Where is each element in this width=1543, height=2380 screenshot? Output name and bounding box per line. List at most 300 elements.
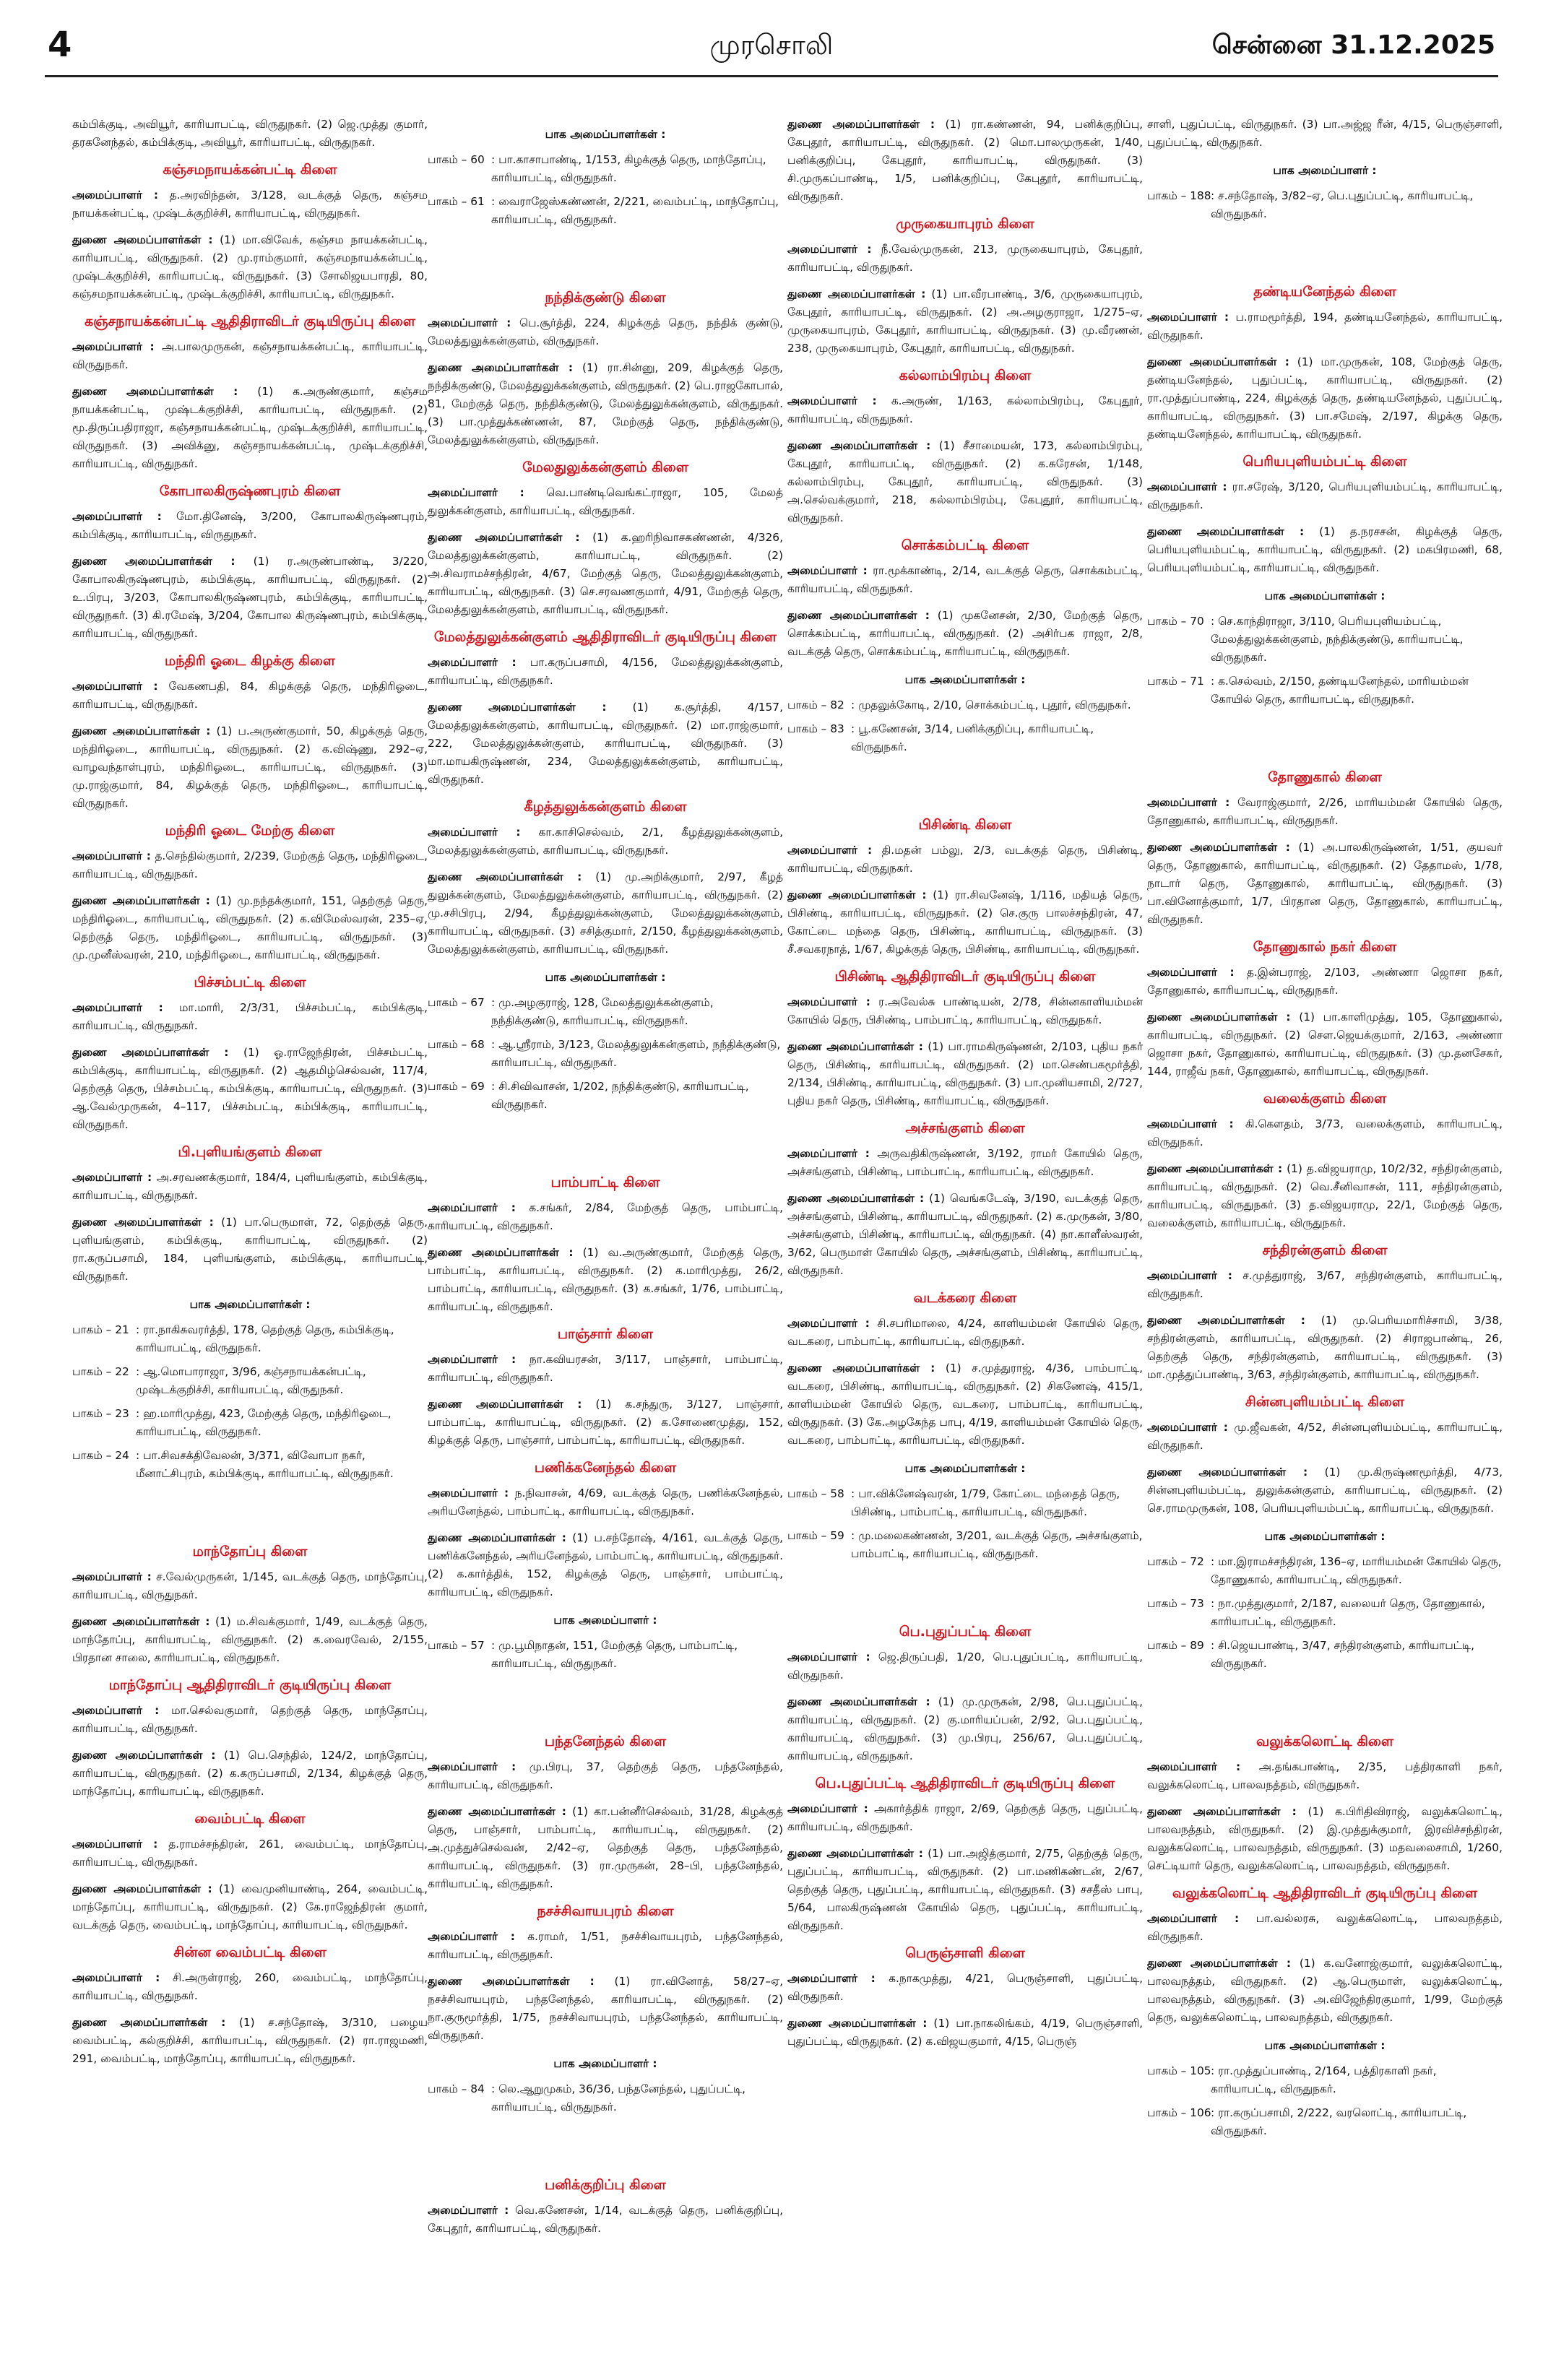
organiser-details: (1) ச.சந்தோஷ், 3/310, பழைய வைம்பட்டி, கல்குறிச்சி, காரியாபட்டி, விருதுநகர். (2) ரா.ராஜமணி, 291, வைம்பட்டி, மாந்தோப்பு, காரியாபட்டி, விருதுநகர். (72, 2016, 428, 2065)
ward-row (428, 1036, 783, 1072)
ward-row (1147, 1637, 1503, 1673)
role-label: அமைப்பாளர் : (428, 486, 524, 499)
ward-number: பாகம் – 83 (787, 722, 844, 735)
organiser-entry (428, 1973, 783, 2045)
organiser-entry (428, 314, 783, 350)
organiser-details: (1) த.விஜயராமு, 10/2/32, சந்திரன்குளம், காரியாபட்டி, விருதுநகர். (2) வெ.சீனிவாசன், 111, சந்திரன்குளம், காரியாபட்டி, விருதுநகர். (3) த.விஜயராமு, 22/1, மேற்குத் தெரு, வலைக்குளம், காரியாபட்டி, விருதுநகர். (1147, 1162, 1503, 1229)
organiser-details: ச.முத்துராஜ், 3/67, சந்திரன்குளம், காரியாபட்டி, விருதுநகர். (1147, 1269, 1503, 1300)
role-label: துணை அமைப்பாளர்கள் : (428, 701, 607, 714)
organiser-details: (1) ர.அருண்பாண்டி, 3/220, கோபாலகிருஷ்ணபுரம், கம்பிக்குடி, காரியாபட்டி, விருதுநகர். (2) உ.பிரபு, 3/203, கோபாலகிருஷ்ணபுரம், கம்பிக்குடி, காரியாபட்டி, விருதுநகர். (3) கி.ரமேஷ், 3/204, கோபால கிருஷ்ணபுரம், கம்பிக்குடி, காரியாபட்டி, விருதுநகர். (72, 555, 428, 640)
ward-number: பாகம் – 72 (1147, 1555, 1204, 1568)
ward-organiser: : ரா.நாகிசுவரர்த்தி, 178, தெற்குத் தெரு, கம்பிக்குடி, காரியாபட்டி, விருதுநகர். (136, 1323, 394, 1354)
article-column-2 (428, 116, 783, 2366)
organiser-details: கி.கௌதம், 3/73, வலைக்குளம், காரியாபட்டி, விருதுநகர். (1147, 1117, 1503, 1148)
organiser-entry (72, 722, 428, 813)
ward-organiser: : நா.முத்துகுமார், 2/187, வலையர் தெரு, தோணுகால், காரியாபட்டி, விருதுநகர். (1211, 1597, 1485, 1628)
branch-heading: வடக்கரை கிளை (913, 1290, 1017, 1306)
section-gap (72, 1493, 428, 1535)
ward-organiser: : சி.ஜெயபாண்டி, 3/47, சந்திரன்குளம், காரியாபட்டி, விருதுநகர். (1211, 1639, 1475, 1670)
organiser-details: நீ.வேல்முருகன், 213, முருகையாபுரம், கேபுதூர், காரியாபட்டி, விருதுநகர். (787, 243, 1143, 274)
organiser-details: (1) க.சந்துரு, 3/127, பாஞ்சார், பாம்பாட்டி, காரியாபட்டி, விருதுநகர். (2) க.சோணைமுத்து, 152, கிழக்குத் தெரு, பாஞ்சார், பாம்பாட்டி, காரியாபட்டி, விருதுநகர். (428, 1398, 783, 1447)
organiser-entry (428, 698, 783, 789)
role-label: துணை அமைப்பாளர்கள் : (787, 1847, 923, 1860)
organiser-entry (72, 847, 428, 883)
branch-heading: வலைக்குளம் கிளை (1263, 1091, 1387, 1107)
role-label: துணை அமைப்பாளர்கள் : (72, 233, 213, 246)
organiser-details: (1) பா.நாகலிங்கம், 4/19, பெருஞ்சாளி, புதுப்பட்டி, விருதுநகர். (2) க.விஜயகுமார், 4/15, பெருஞ் (787, 2017, 1143, 2048)
section-gap (787, 1573, 1143, 1615)
organiser-entry (787, 1359, 1143, 1450)
organiser-entry (428, 1244, 783, 1316)
organiser-details: மு.ஜீவகன், 4/52, சின்னபுளியம்பட்டி, காரியாபட்டி, விருதுநகர். (1147, 1421, 1503, 1452)
role-label: அமைப்பாளர் : (1147, 1117, 1234, 1130)
ward-number: பாகம் – 106 (1147, 2106, 1211, 2119)
ward-number: பாகம் – 84 (428, 2082, 485, 2095)
role-label: அமைப்பாளர் : (72, 510, 162, 523)
organiser-entry (787, 1693, 1143, 1765)
organiser-details: (1) ரா.சின்னு, 209, கிழக்குத் தெரு, நந்திக்குண்டு, மேலத்துலுக்கன்குளம், விருதுநகர். (2) பெ.ராஜகோபால், 81, மேற்குத் தெரு, நந்திக்குண்டு, மேலத்துலுக்கன்குளம், விருதுநகர். (3) பா.முத்துக்கண்ணன், 87, மேற்குத் தெரு, நந்திக்குண்டு, மேலத்துலுக்கன்குளம், விருதுநகர். (428, 361, 783, 446)
organiser-entry (1147, 478, 1503, 514)
ward-organiser: : வைராஜேஸ்கண்ணன், 2/221, வைம்பட்டி, மாந்தோப்பு, காரியாபட்டி, விருதுநகர். (491, 195, 779, 226)
role-label: துணை அமைப்பாளர்கள் : (428, 1805, 566, 1818)
section-gap (428, 1124, 783, 1166)
ward-organiser: : பூ.கணேசன், 3/14, பனிக்குறிப்பு, காரியாபட்டி, விருதுநகர். (851, 722, 1094, 753)
ward-organisers-subheading: பாக அமைப்பாளர்கள் : (545, 128, 666, 141)
ward-number: பாகம் – 68 (428, 1038, 485, 1051)
organiser-details: அருவதிகிருஷ்ணன், 3/192, ராமர் கோயில் தெரு, அச்சங்குளம், பிசிண்டி, பாம்பாட்டி, காரியாபட்டி, விருதுநகர். (787, 1147, 1143, 1178)
organiser-details: (1) மு.நந்தக்குமார், 151, தெற்குத் தெரு, மந்திரிஓடை, காரியாபட்டி, விருதுநகர். (2) க.விமேஸ்வரன், 235–ஏ, தெற்குத் தெரு, மந்திரிஓடை, காரியாபட்டி, விருதுநகர். (3) மு.முனீஸ்வரன், 210, மந்திரிஓடை, காரியாபட்டி, விருதுநகர். (72, 894, 428, 961)
role-label: துணை அமைப்பாளர்கள் : (1147, 1314, 1305, 1327)
organiser-entry (72, 2014, 428, 2068)
ward-organiser: : லெ.ஆறுமுகம், 36/36, பந்தனேந்தல், புதுப்பட்டி, காரியாபட்டி, விருதுநகர். (491, 2082, 746, 2113)
continued-paragraph: சாளி, புதுப்பட்டி, விருதுநகர். (3) பா.அஜ்ஜ ரீன், 4/15, பெருஞ்சாளி, புதுப்பட்டி, விருதுநகர். (1147, 118, 1503, 149)
role-label: துணை அமைப்பாளர்கள் : (787, 118, 935, 131)
ward-row (1147, 2062, 1503, 2098)
ward-number: பாகம் – 67 (428, 996, 485, 1009)
role-label: துணை அமைப்பாளர்கள் : (72, 1046, 229, 1059)
ward-organiser-list (1147, 2062, 1503, 2140)
role-label: துணை அமைப்பாளர்கள் : (428, 870, 582, 883)
ward-row (1147, 613, 1503, 667)
branch-heading: சின்னபுளியம்பட்டி கிளை (1245, 1394, 1405, 1410)
organiser-details: க.அருண், 1/163, கல்லாம்பிரம்பு, கேபுதூர், காரியாபட்டி, விருதுநகர். (787, 394, 1143, 425)
branch-heading: பிச்சம்பட்டி கிளை (194, 974, 306, 990)
ward-organiser: : ஹ.மாரிமுத்து, 423, மேற்குத் தெரு, மந்திரிஓடை, காரியாபட்டி, விருதுநகர். (136, 1407, 392, 1438)
organiser-entry (428, 1529, 783, 1601)
organiser-details: கா.காசிசெல்வம், 2/1, கீழத்துலுக்கன்குளம், மேலத்துலுக்கன்குளம், காரியாபட்டி, விருதுநகர். (428, 826, 783, 857)
ward-row (72, 1447, 428, 1483)
organiser-details: (1) க.சூர்த்தி, 4/157, மேலத்துலுக்கன்குளம், காரியாபட்டி, விருதுநகர். (2) மா.ராஜ்குமார், 222, மேலத்துலுக்கன்குளம், காரியாபட்டி, விருதுநகர். (3) மா.மாயகிருஷ்ணன், 234, மேலத்துலுக்கன்குளம், காரியாபட்டி, விருதுநகர். (428, 701, 783, 786)
branch-heading: அச்சங்குளம் கிளை (905, 1120, 1025, 1136)
organiser-entry (428, 359, 783, 449)
role-label: துணை அமைப்பாளர்கள் : (72, 1882, 212, 1895)
role-label: துணை அமைப்பாளர்கள் : (72, 724, 211, 737)
organiser-details: ந.நிவாசன், 4/69, வடக்குத் தெரு, பணிக்கனேந்தல், அரியனேந்தல், பாம்பாட்டி, காரியாபட்டி, விருதுநகர். (428, 1487, 783, 1518)
organiser-entry (428, 654, 783, 690)
role-label: அமைப்பாளர் : (72, 189, 159, 202)
role-label: அமைப்பாளர் : (787, 1650, 870, 1663)
organiser-entry (72, 892, 428, 964)
role-label: துணை அமைப்பாளர்கள் : (428, 1531, 566, 1544)
role-label: துணை அமைப்பாளர்கள் : (428, 361, 574, 374)
organiser-details: (1) க.பிரிதிவிராஜ், வலுக்கலொட்டி, பாலவநத்தம், விருதுநகர். (2) இ.முத்துக்குமார், இரவிச்சந்திரன், வலுக்கலொட்டி, பாலவநத்தம், விருதுநகர். (3) மதவலைசாமி, 1/260, செட்டியார் தெரு, வலுக்கலொட்டி, பாலவநத்தம், விருதுநகர். (1147, 1805, 1503, 1872)
organiser-details: மா.செல்வகுமார், தெற்குத் தெரு, மாந்தோப்பு, காரியாபட்டி, விருதுநகர். (72, 1704, 428, 1735)
ward-row (428, 994, 783, 1030)
organiser-entry (1147, 839, 1503, 929)
ward-organiser-list (428, 994, 783, 1114)
ward-number: பாகம் – 60 (428, 153, 485, 166)
ward-row (428, 2080, 783, 2116)
role-label: அமைப்பாளர் : (428, 1201, 516, 1214)
organiser-entry (1147, 1160, 1503, 1232)
ward-number: பாகம் – 59 (787, 1529, 844, 1542)
branch-heading: நந்திக்குண்டு கிளை (545, 290, 666, 306)
ward-organiser: : செ.காந்திராஜா, 3/110, பெரியபுளியம்பட்டி, மேலத்துலுக்கன்குளம், நந்திக்குண்டு, காரியாபட்டி, விருதுநகர். (1211, 615, 1464, 664)
organiser-entry (72, 231, 428, 303)
organiser-entry (428, 484, 783, 520)
role-label: அமைப்பாளர் : (72, 1171, 152, 1184)
role-label: அமைப்பாளர் : (72, 340, 155, 353)
organiser-details: மோ.தினேஷ், 3/200, கோபாலகிருஷ்ணபுரம், கம்பிக்குடி, காரியாபட்டி, விருதுநகர். (72, 510, 428, 541)
organiser-details: க.நாகமுத்து, 4/21, பெருஞ்சாளி, புதுப்பட்டி, விருதுநகர். (787, 1972, 1143, 2003)
role-label: துணை அமைப்பாளர்கள் : (428, 1398, 582, 1411)
organiser-details: (1) பா.அஜித்குமார், 2/75, தெற்குத் தெரு, புதுப்பட்டி, காரியாபட்டி, விருதுநகர். (2) பா.மணிகண்டன், 2/67, தெற்குத் தெரு, புதுப்பட்டி, காரியாபட்டி, விருதுநகர். (3) சசதீஸ் பாபு, 5/64, பாலகிருஷ்ணன் கோயில் தெரு, புதுப்பட்டி, காரியாபட்டி, விருதுநகர். (787, 1847, 1143, 1932)
role-label: துணை அமைப்பாளர்கள் : (428, 1246, 574, 1259)
organiser-details: (1) மு.கிருஷ்ணமூர்த்தி, 4/73, சின்னபுளியம்பட்டி, துலுக்கன்குளம், காரியாபட்டி, விருதுநகர். (2) செ.ராமமுருகன், 108, பெரியபுளியம்பட்டி, காரியாபட்டி, விருதுநகர். (1147, 1466, 1503, 1515)
branch-heading: வலுக்கலொட்டி கிளை (1255, 1734, 1394, 1749)
ward-organiser: : க.செல்வம், 2/150, தண்டியனேந்தல், மாரியம்மன் கோயில் தெரு, காரியாபட்டி, விருதுநகர். (1211, 675, 1469, 706)
organiser-entry (428, 823, 783, 860)
role-label: அமைப்பாளர் : (1147, 796, 1230, 809)
organiser-entry (72, 1835, 428, 1871)
branch-heading: பெரியபுளியம்பட்டி கிளை (1242, 454, 1407, 469)
organiser-entry (787, 1145, 1143, 1181)
ward-organisers-subheading: பாக அமைப்பாளர்கள் : (1264, 2039, 1386, 2052)
ward-number: பாகம் – 89 (1147, 1639, 1204, 1652)
role-label: அமைப்பாளர் : (787, 1317, 870, 1330)
organiser-entry (72, 1568, 428, 1604)
role-label: அமைப்பாளர் : (428, 656, 517, 669)
branch-heading: பி.புளியங்குளம் கிளை (178, 1144, 322, 1160)
organiser-entry (787, 607, 1143, 661)
organiser-details: த.செந்தில்குமார், 2/239, மேற்குத் தெரு, மந்திரிஓடை, காரியாபட்டி, விருதுநகர். (72, 849, 428, 880)
organiser-details: பெ.சூர்த்தி, 224, கிழக்குத் தெரு, நந்திக் குண்டு, மேலத்துலுக்கன்குளம், விருதுநகர். (428, 316, 783, 347)
organiser-entry (787, 841, 1143, 878)
organiser-entry (1147, 1910, 1503, 1946)
organiser-details: (1) ப.சந்தோஷ், 4/161, வடக்குத் தெரு, பணிக்கனேந்தல், அரியனேந்தல், பாம்பாட்டி, காரியாபட்டி, விருதுநகர். (2) க.கார்த்திக், 152, கிழக்குத் தெரு, பாஞ்சார், பாம்பாட்டி, காரியாபட்டி, விருதுநகர். (428, 1531, 783, 1598)
organiser-details: (1) ரா.சிவனேஷ், 1/116, மதியத் தெரு, பிசிண்டி, காரியாபட்டி, விருதுநகர். (2) செ.குரு பாலச்சந்திரன், 47, கோட்டை மந்தை தெரு, பிசிண்டி, காரியாபட்டி, விருதுநகர். (3) சீ.சவகரநாத், 1/67, கிழக்குத் தெரு, பிசிண்டி, காரியாபட்டி, விருதுநகர். (787, 888, 1143, 956)
ward-organiser: : மு.மலைகண்ணன், 3/201, வடக்குத் தெரு, அச்சங்குளம், பாம்பாட்டி, காரியாபட்டி, விருதுநகர். (851, 1529, 1143, 1560)
organiser-details: (1) வ.அருண்குமார், மேற்குத் தெரு, பாம்பாட்டி, காரியாபட்டி, விருதுநகர். (2) க.மாரிமுத்து, 26/2, பாம்பாட்டி, காரியாபட்டி, விருதுநகர். (3) க.சங்கர், 1/76, பாம்பாட்டி, காரியாபட்டி, விருதுநகர். (428, 1246, 783, 1313)
branch-heading: நசச்சிவாயபுரம் கிளை (537, 1903, 674, 1919)
ward-organisers-subheading: பாக அமைப்பாளர்கள் : (189, 1298, 311, 1311)
role-label: அமைப்பாளர் : (787, 1147, 870, 1160)
organiser-details: ரா.சரேஷ், 3/120, பெரியபுளியம்பட்டி, காரியாபட்டி, விருதுநகர். (1147, 480, 1503, 511)
article-column-1 (72, 116, 428, 2366)
role-label: அமைப்பாளர் : (72, 680, 158, 693)
organiser-details: அ.பாலமுருகன், கஞ்சநாயக்கன்பட்டி, காரியாபட்டி, விருதுநகர். (72, 340, 428, 371)
role-label: அமைப்பாளர் : (428, 1487, 509, 1500)
organiser-details: (1) முகனேசன், 2/30, மேற்குத் தெரு, சொக்கம்பட்டி, காரியாபட்டி, விருதுநகர். (2) அசிர்பக ராஜா, 2/8, வடக்குத் தெரு, சொக்கம்பட்டி, காரியாபட்டி, விருதுநகர். (787, 609, 1143, 658)
page-number: 4 (48, 25, 72, 65)
ward-organiser: : ஆ.ஸ்ரீராம், 3/123, மேலத்துலுக்கன்குளம், நந்திக்குண்டு, காரியாபட்டி, விருதுநகர். (491, 1038, 781, 1069)
organiser-details: வெ.கணேசன், 1/14, வடக்குத் தெரு, பனிக்குறிப்பு, கேபுதூர், காரியாபட்டி, விருதுநகர். (428, 2204, 783, 2235)
role-label: துணை அமைப்பாளர்கள் : (72, 894, 210, 907)
organiser-entry (1147, 1419, 1503, 1455)
role-label: துணை அமைப்பாளர்கள் : (1147, 1805, 1297, 1818)
role-label: துணை அமைப்பாளர்கள் : (1147, 841, 1290, 854)
branch-heading: சொக்கம்பட்டி கிளை (901, 537, 1029, 553)
branch-heading: கோபாலகிருஷ்ணபுரம் கிளை (159, 483, 341, 499)
role-label: அமைப்பாளர் : (787, 1972, 876, 1985)
organiser-details: க.சங்கர், 2/84, மேற்குத் தெரு, பாம்பாட்டி, காரியாபட்டி, விருதுநகர். (428, 1201, 783, 1232)
organiser-details: சி.அருள்ராஜ், 260, வைம்பட்டி, மாந்தோப்பு, காரியாபட்டி, விருதுநகர். (72, 1971, 428, 2002)
organiser-entry (72, 999, 428, 1035)
role-label: துணை அமைப்பாளர்கள் : (787, 2017, 928, 2030)
organiser-details: ர.அவேல்சு பாண்டியன், 2/78, சின்னகாளியம்மன் கோயில் தெரு, பிசிண்டி, பாம்பாட்டி, காரியாபட்டி, விருதுநகர். (787, 995, 1143, 1026)
role-label: துணை அமைப்பாளர்கள் : (787, 888, 927, 901)
ward-row (72, 1363, 428, 1399)
branch-heading: தண்டியனேந்தல் கிளை (1253, 284, 1396, 300)
organiser-entry (72, 1969, 428, 2005)
organiser-details: க.ராமர், 1/51, நசச்சிவாயபுரம், பந்தனேந்தல், காரியாபட்டி, விருதுநகர். (428, 1930, 783, 1961)
organiser-details: (1) வெங்கடேஷ், 3/190, வடக்குத் தெரு, அச்சங்குளம், பிசிண்டி, காரியாபட்டி, விருதுநகர். (2) க.முருகன், 3/80, அச்சங்குளம், பிசிண்டி, காரியாபட்டி, விருதுநகர். (4) நா.காளீஸ்வரன், 3/62, பெருமாள் கோயில் தெரு, அச்சங்குளம், பிசிண்டி, காரியாபட்டி, விருதுநகர். (787, 1192, 1143, 1277)
role-label: அமைப்பாளர் : (787, 394, 877, 407)
ward-organisers-subheading: பாக அமைப்பாளர்கள் : (1264, 589, 1386, 602)
organiser-details: (1) மா.விவேக், கஞ்சம நாயக்கன்பட்டி, காரியாபட்டி, விருதுநகர். (2) மு.ராம்குமார், கஞ்சமநாயக்கன்பட்டி, முஷ்டக்குறிச்சி, காரியாபட்டி, விருதுநகர். (3) சோலிஜயபாரதி, 80, கஞ்சமநாயக்கன்பட்டி, முஷ்டக்குறிச்சி, காரியாபட்டி, விருதுநகர். (72, 233, 428, 300)
branch-heading: பிசிண்டி ஆதிதிராவிடர் குடியிருப்பு கிளை (834, 969, 1096, 985)
ward-row (1147, 1595, 1503, 1631)
organiser-entry (1147, 794, 1503, 830)
ward-organiser-list (1147, 1553, 1503, 1673)
organiser-entry (787, 993, 1143, 1029)
branch-heading: கீழத்துலுக்கன்குளம் கிளை (524, 799, 687, 815)
ward-number: பாகம் – 21 (72, 1323, 129, 1336)
organiser-entry (72, 1880, 428, 1934)
role-label: அமைப்பாளர் : (428, 1760, 517, 1773)
ward-row (787, 1527, 1143, 1563)
ward-organisers-subheading: பாக அமைப்பாளர் : (553, 1614, 657, 1627)
ward-organisers-subheading: பாக அமைப்பாளர்கள் : (904, 673, 1026, 686)
role-label: துணை அமைப்பாளர்கள் : (1147, 1957, 1291, 1970)
organiser-entry (72, 383, 428, 473)
organiser-details: நா.கவியரசன், 3/117, பாஞ்சார், பாம்பாட்டி, காரியாபட்டி, விருதுநகர். (428, 1353, 783, 1384)
ward-row (1147, 1553, 1503, 1589)
role-label: அமைப்பாளர் : (428, 1930, 515, 1943)
organiser-entry (72, 1044, 428, 1134)
organiser-entry (72, 338, 428, 374)
organiser-details: (1) ம.சிவக்குமார், 1/49, வடக்குத் தெரு, மாந்தோப்பு, காரியாபட்டி, விருதுநகர். (2) க.வைரவேல், 2/155, பிரதான சாலை, காரியாபட்டி, விருதுநகர். (72, 1615, 428, 1664)
role-label: துணை அமைப்பாளர்கள் : (1147, 1011, 1291, 1024)
article-column-4 (1147, 116, 1503, 2366)
role-label: அமைப்பாளர் : (72, 1971, 160, 1984)
ward-row (1147, 2104, 1503, 2140)
ward-organisers-subheading: பாக அமைப்பாளர்கள் : (545, 971, 666, 984)
ward-organiser-list (428, 1637, 783, 1673)
role-label: அமைப்பாளர் : (428, 826, 521, 839)
organiser-entry (428, 868, 783, 959)
role-label: அமைப்பாளர் : (787, 844, 873, 857)
organiser-details: (1) சீசாமையன், 173, கல்லாம்பிரம்பு, கேபுதூர், காரியாபட்டி, விருதுநகர். (2) க.சுரேசன், 1/148, கல்லாம்பிரம்பு, கேபுதூர், காரியாபட்டி, விருதுநகர். (3) அ.செல்வக்குமார், 218, கல்லாம்பிரம்பு, கேபுதூர், காரியாபட்டி, விருதுநகர். (787, 439, 1143, 524)
organiser-details: (1) மா.முருகன், 108, மேற்குத் தெரு, தண்டியனேந்தல், புதுப்பட்டி, காரியாபட்டி, விருதுநகர். (2) ரா.முத்துப்பாண்டி, 224, கிழக்குத் தெரு, தண்டியனேந்தல், புதுப்பட்டி, காரியாபட்டி, விருதுநகர். (3) பா.சமேஷ், 2/197, கிழக்கு தெரு, தண்டியனேந்தல், காரியாபட்டி, விருதுநகர். (1147, 355, 1503, 441)
branch-heading: சந்திரன்குளம் கிளை (1262, 1242, 1388, 1258)
organiser-details: (1) ரா.வினோத், 58/27–ஏ, நசச்சிவாயபுரம், பந்தனேந்தல், காரியாபட்டி, விருதுநகர். (2) நா.குருமூர்த்தி, 1/75, நசச்சிவாயபுரம், பந்தனேந்தல், காரியாபட்டி, விருதுநகர். (428, 1975, 783, 2042)
ward-number: பாகம் – 23 (72, 1407, 129, 1420)
branch-heading: தோணுகால் கிளை (1268, 769, 1382, 785)
ward-organiser: : ரா.முத்துப்பாண்டி, 2/164, பத்திரகாளி நகர், காரியாபட்டி, விருதுநகர். (1211, 2064, 1437, 2095)
role-label: துணை அமைப்பாளர்கள் : (787, 1040, 923, 1053)
organiser-details: பா.வல்லரசு, வலுக்கலொட்டி, பாலவநத்தம், விருதுநகர். (1147, 1912, 1503, 1943)
role-label: துணை அமைப்பாளர்கள் : (787, 1362, 935, 1375)
branch-heading: கஞ்சநாயக்கன்பட்டி ஆதிதிராவிடர் குடியிருப்பு கிளை (85, 313, 415, 329)
organiser-entry (72, 508, 428, 544)
branch-heading: பந்தனேந்தல் கிளை (544, 1734, 667, 1749)
ward-number: பாகம் – 58 (787, 1487, 844, 1500)
organiser-details: சி.சபரிமாலை, 4/24, காளியம்மன் கோயில் தெரு, வடகரை, பாம்பாட்டி, காரியாபட்டி, விருதுநகர். (787, 1317, 1143, 1348)
organiser-details: த.அரவிந்தன், 3/128, வடக்குத் தெரு, கஞ்சம நாயக்கன்பட்டி, முஷ்டக்குறிச்சி, காரியாபட்டி, விருதுநகர். (72, 189, 428, 220)
branch-heading: பெருஞ்சாளி கிளை (905, 1945, 1025, 1961)
organiser-entry (787, 241, 1143, 277)
ward-number: பாகம் – 69 (428, 1080, 485, 1093)
organiser-details: (1) ஓ.ராஜேந்திரன், பிச்சம்பட்டி, கம்பிக்குடி, காரியாபட்டி, விருதுநகர். (2) ஆதமிழ்செல்வன், 117/4, தெற்குத் தெரு, பிச்சம்பட்டி, கம்பிக்குடி, காரியாபட்டி, விருதுநகர். (3) ஆ.வேல்முருகன், 4–117, பிச்சம்பட்டி, கம்பிக்குடி, காரியாபட்டி, விருதுநகர். (72, 1046, 428, 1131)
ward-number: பாகம் – 188 (1147, 189, 1211, 202)
organiser-entry (787, 1970, 1143, 2006)
ward-organiser: : மு.பூமிநாதன், 151, மேற்குத் தெரு, பாம்பாட்டி, காரியாபட்டி, விருதுநகர். (491, 1639, 738, 1670)
role-label: அமைப்பாளர் : (1147, 1269, 1232, 1282)
role-label: துணை அமைப்பாளர்கள் : (72, 1216, 214, 1229)
role-label: துணை அமைப்பாளர்கள் : (428, 531, 580, 544)
ward-organiser: : பா.காசாபாண்டி, 1/153, கிழக்குத் தெரு, மாந்தோப்பு, காரியாபட்டி, விருதுநகர். (491, 153, 766, 184)
organiser-entry (428, 1928, 783, 1964)
branch-heading: மாந்தோப்பு கிளை (192, 1544, 308, 1559)
branch-heading: பாம்பாட்டி கிளை (550, 1174, 660, 1190)
role-label: அமைப்பாளர் : (72, 1570, 152, 1583)
ward-row (787, 696, 1143, 714)
organiser-details: (1) பா.வீரபாண்டி, 3/6, முருகையாபுரம், கேபுதூர், காரியாபட்டி, விருதுநகர். (2) அ.அழகுராஜா, 1/275–ஏ, முருகையாபுரம், கேபுதூர், காரியாபட்டி, விருதுநகர். (3) மு.வீரணன், 238, முருகையாபுரம், கேபுதூர், காரியாபட்டி, விருதுநகர். (787, 287, 1143, 355)
organiser-details: ஜெ.திருப்பதி, 1/20, பெ.புதுப்பட்டி, காரியாபட்டி, விருதுநகர். (787, 1650, 1143, 1682)
role-label: அமைப்பாளர் : (1147, 1760, 1241, 1773)
organiser-details: த.ராமச்சந்திரன், 261, வைம்பட்டி, மாந்தோப்பு, காரியாபட்டி, விருதுநகர். (72, 1838, 428, 1869)
role-label: துணை அமைப்பாளர்கள் : (72, 1749, 216, 1762)
ward-organiser-list (1147, 613, 1503, 709)
organiser-details: வெ.பாண்டிவெங்கட்ராஜா, 105, மேலத் துலுக்கன்குளம், காரியாபட்டி, விருதுநகர். (428, 486, 783, 517)
organiser-entry (787, 116, 1143, 206)
organiser-details: (1) மு.அறிக்குமார், 2/97, கீழத் துலுக்கன்குளம், மேலத்துலுக்கன்குளம், காரியாபட்டி, விருதுநகர். (2) மு.சசிபிரபு, 2/94, கீழத்துலுக்கன்குளம், மேலத்துலுக்கன்குளம், காரியாபட்டி, விருதுநகர். (3) சசித்குமார், 2/150, கீழத்துலுக்கன்குளம், மேலத்துலுக்கன்குளம், காரியாபட்டி, விருதுநகர். (428, 870, 783, 956)
role-label: அமைப்பாளர் : (787, 1802, 868, 1815)
ward-organiser: : பா.விக்னேஷ்வரன், 1/79, கோட்டை மந்தைத் தெரு, பிசிண்டி, பாம்பாட்டி, காரியாபட்டி, விருதுநகர். (851, 1487, 1120, 1518)
role-label: அமைப்பாளர் : (1147, 480, 1227, 493)
role-label: துணை அமைப்பாளர்கள் : (72, 1615, 210, 1628)
organiser-entry (72, 1613, 428, 1667)
section-gap (1147, 233, 1503, 275)
ward-number: பாகம் – 82 (787, 698, 844, 711)
organiser-details: (1) ப.அருண்குமார், 50, கிழக்குத் தெரு, மந்திரிஓடை, காரியாபட்டி, விருதுநகர். (2) க.விஷ்ணு, 292–ஏ, வாழவந்தாள்புரம், மந்திரிஓடை, காரியாபட்டி, விருதுநகர். (3) மு.ராஜ்குமார், 84, கிழக்குத் தெரு, மந்திரிஓடை, காரியாபட்டி, விருதுநகர். (72, 724, 428, 810)
role-label: துணை அமைப்பாளர்கள் : (72, 2016, 226, 2029)
organiser-details: (1) ச.முத்துராஜ், 4/36, பாம்பாட்டி, வடகரை, பிசிண்டி, காரியாபட்டி, விருதுநகர். (2) சிகணேஷ், 415/1, காளியம்மன் கோயில் தெரு, வடகரை, பாம்பாட்டி, காரியாபட்டி, விருதுநகர். (3) கே.அழகேந்த பாபு, 4/19, காளியம்மன் கோயில் தெரு, வடகரை, பாம்பாட்டி, காரியாபட்டி, விருதுநகர். (787, 1362, 1143, 1447)
role-label: துணை அமைப்பாளர்கள் : (1147, 1466, 1308, 1479)
branch-heading: முருகையாபுரம் கிளை (896, 216, 1034, 232)
role-label: அமைப்பாளர் : (1147, 1421, 1228, 1434)
organiser-entry (1147, 1955, 1503, 2027)
role-label: அமைப்பாளர் : (1147, 1912, 1240, 1925)
organiser-entry (72, 1169, 428, 1205)
organiser-details: (1) பா.காளிமுத்து, 105, தோணுகால், காரியாபட்டி, விருதுநகர். (2) செள.ஜெயக்குமார், 2/163, அண்ணா ஜொசா நகர், தோணுகால், காரியாபட்டி, விருதுநகர். (3) மு.தனசேகர், 144, ராஜீவ் நகர், தோணுகால், காரியாபட்டி, விருதுநகர். (1147, 1011, 1503, 1078)
ward-number: பாகம் – 22 (72, 1365, 129, 1378)
organiser-entry (72, 1702, 428, 1738)
organiser-details: (1) மு.முருகன், 2/98, பெ.புதுப்பட்டி, காரியாபட்டி, விருதுநகர். (2) கு.மாரியப்பன், 2/92, பெ.புதுப்பட்டி, காரியாபட்டி, விருதுநகர். (3) மு.பிரபு, 256/67, பெ.புதுப்பட்டி, காரியாபட்டி, விருதுநகர். (787, 1695, 1143, 1762)
newspaper-name: முரசொலி (709, 29, 834, 61)
branch-heading: மந்திரி ஓடை மேற்கு கிளை (165, 823, 335, 839)
organiser-details: (1) பா.ராமகிருஷ்ணன், 2/103, புதிய நகர் தெரு, பிசிண்டி, காரியாபட்டி, விருதுநகர். (2) மா.செண்பகமூர்த்தி, 2/134, பிசிண்டி, காரியாபட்டி, விருதுநகர். (3) பா.முனியசாமி, 2/727, புதிய நகர் தெரு, பிசிண்டி, காரியாபட்டி, விருதுநகர். (787, 1040, 1143, 1107)
ward-row (1147, 672, 1503, 709)
organiser-details: வேகணபதி, 84, கிழக்குத் தெரு, மந்திரிஓடை, காரியாபட்டி, விருதுநகர். (72, 680, 428, 711)
organiser-entry (787, 562, 1143, 598)
ward-organisers-subheading: பாக அமைப்பாளர்கள் : (1264, 1530, 1386, 1543)
organiser-entry (72, 553, 428, 643)
organiser-entry (428, 529, 783, 619)
organiser-entry (787, 285, 1143, 358)
organiser-entry (1147, 1115, 1503, 1151)
organiser-details: (1) மு.பெரியமாரிச்சாமி, 3/38, சந்திரன்குளம், காரியாபட்டி, விருதுநகர். (2) சிராஜபாண்டி, 26, தெற்குத் தெரு, சந்திரன்குளம், காரியாபட்டி, விருதுநகர். (3) மா.முத்துப்பாண்டி, 3/63, சந்திரன்குளம், காரியாபட்டி, விருதுநகர். (1147, 1314, 1503, 1381)
ward-row (787, 1485, 1143, 1521)
organiser-entry (1147, 308, 1503, 345)
organiser-details: (1) பா.பெருமாள், 72, தெற்குத் தெரு, புளியங்குளம், கம்பிக்குடி, காரியாபட்டி, விருதுநகர். (2) ரா.கருப்பசாமி, 184, புளியங்குளம், கம்பிக்குடி, காரியாபட்டி, விருதுநகர். (72, 1216, 428, 1283)
organiser-details: அ.சரவணக்குமார், 184/4, புளியங்குளம், கம்பிக்குடி, காரியாபட்டி, விருதுநகர். (72, 1171, 428, 1202)
organiser-entry (1147, 353, 1503, 443)
branch-heading: மாந்தோப்பு ஆதிதிராவிடர் குடியிருப்பு கிளை (108, 1677, 392, 1693)
organiser-entry (1147, 1758, 1503, 1794)
ward-organiser-list (787, 1485, 1143, 1563)
organiser-entry (72, 678, 428, 714)
ward-row (787, 720, 1143, 756)
branch-heading: பணிக்கனேந்தல் கிளை (534, 1460, 677, 1476)
organiser-entry (787, 886, 1143, 959)
role-label: துணை அமைப்பாளர்கள் : (428, 1975, 595, 1988)
ward-organiser: : மா.இராமச்சந்திரன், 136–ஏ, மாரியம்மன் கோயில் தெரு, தோணுகால், காரியாபட்டி, விருதுநகர். (1211, 1555, 1502, 1586)
organiser-entry (72, 186, 428, 222)
organiser-entry (787, 1190, 1143, 1280)
role-label: துணை அமைப்பாளர்கள் : (787, 287, 926, 300)
ward-organiser-list (1147, 187, 1503, 223)
organiser-details: (1) அ.பாலகிருஷ்ணன், 1/51, குயவர் தெரு, தோணுகால், காரியாபட்டி, விருதுநகர். (2) தேதாமஸ், 1/78, நாடார் தெரு, தோணுகால், காரியாபட்டி, விருதுநகர். (3) பா.வினோத்குமார், 1/7, பிரதான தெரு, தோணுகால், காரியாபட்டி, விருதுநகர். (1147, 841, 1503, 926)
organiser-details: (1) ரா.கண்ணன், 94, பனிக்குறிப்பு, கேபுதூர், காரியாபட்டி, விருதுநகர். (2) மொ.பாலமுருகன், 1/40, பனிக்குறிப்பு, கேபுதூர், காரியாபட்டி, விருதுநகர். (3) சி.முருகப்பாண்டி, 1/5, பனிக்குறிப்பு, கேபுதூர், காரியாபட்டி, விருதுநகர். (787, 118, 1143, 203)
branch-heading: வைம்பட்டி கிளை (194, 1811, 306, 1827)
organiser-entry (1147, 1008, 1503, 1081)
masthead (45, 13, 1498, 77)
continued-paragraph: கம்பிக்குடி, அவியூர், காரியாபட்டி, விருதுநகர். (2) ஜெ.முத்து குமார், தரகனேந்தல், கம்பிக்குடி, அவியூர், காரியாபட்டி, விருதுநகர். (72, 118, 428, 149)
organiser-entry (428, 1758, 783, 1794)
ward-row (428, 1637, 783, 1673)
branch-heading: பனிக்குறிப்பு கிளை (545, 2177, 666, 2193)
section-gap (428, 2126, 783, 2168)
organiser-entry (787, 1845, 1143, 1935)
branch-heading: மந்திரி ஓடை கிழக்கு கிளை (164, 653, 336, 669)
role-label: அமைப்பாளர் : (1147, 966, 1235, 979)
ward-organiser: : ச.சந்தோஷ், 3/82–ஏ, பெ.புதுப்பட்டி, காரியாபட்டி, விருதுநகர். (1211, 189, 1474, 220)
organiser-entry (72, 1213, 428, 1286)
organiser-entry (787, 1800, 1143, 1836)
ward-row (428, 1078, 783, 1114)
ward-number: பாகம் – 57 (428, 1639, 485, 1652)
organiser-details: (1) த.நரசசன், கிழக்குத் தெரு, பெரியபுளியம்பட்டி, காரியாபட்டி, விருதுநகர். (2) மகபிரமணி, 68, பெரியபுளியம்பட்டி, காரியாபட்டி, விருதுநகர். (1147, 525, 1503, 574)
section-gap (428, 1683, 783, 1725)
section-gap (1147, 1683, 1503, 1725)
organiser-details: அகார்த்திக் ராஜா, 2/69, தெற்குத் தெரு, புதுப்பட்டி, காரியாபட்டி, விருதுநகர். (787, 1802, 1143, 1833)
branch-heading: கஞ்சமநாயக்கன்பட்டி கிளை (163, 162, 337, 178)
ward-organiser: : ஆ.மொபாராஜா, 3/96, கஞ்சநாயக்கன்பட்டி, முஷ்டக்குறிச்சி, காரியாபட்டி, விருதுநகர். (136, 1365, 366, 1396)
section-gap (428, 239, 783, 281)
ward-organiser-list (787, 696, 1143, 756)
